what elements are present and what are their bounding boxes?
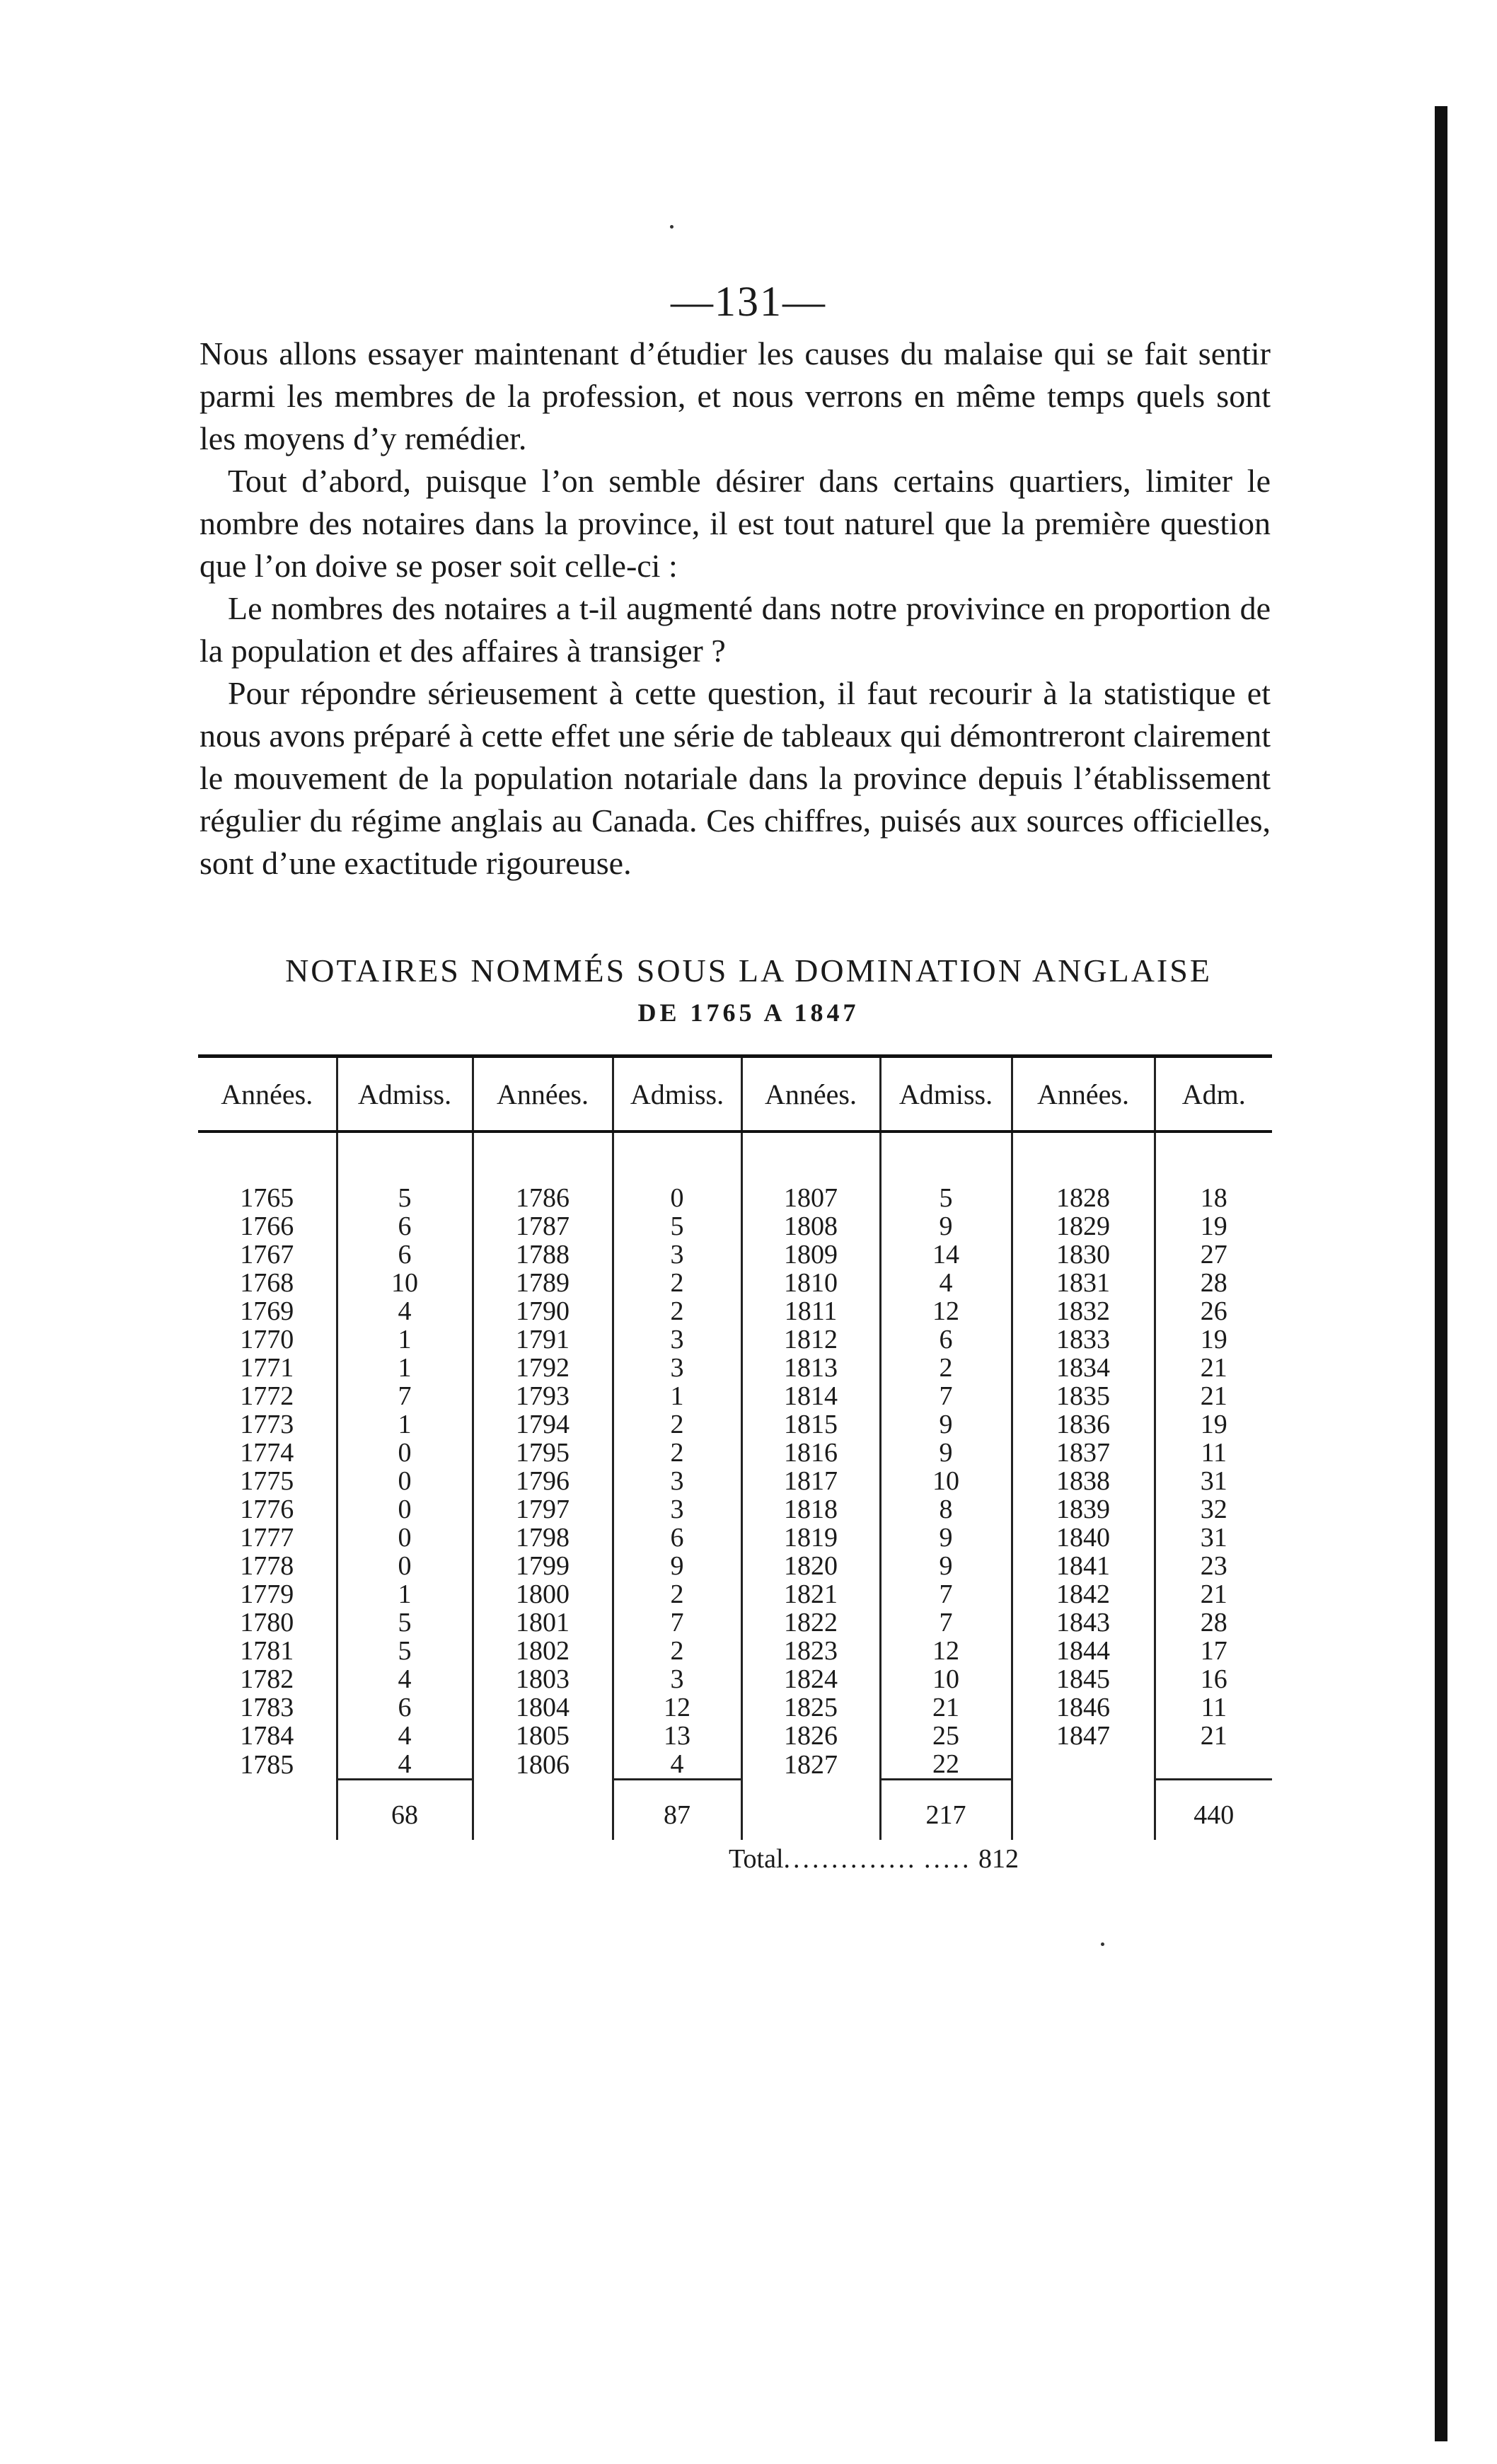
admission-count-cell xyxy=(1155,1750,1272,1780)
admission-count-cell: 3 xyxy=(613,1495,741,1524)
year-cell: 1784 xyxy=(240,1721,294,1751)
admission-count-cell: 16 xyxy=(1155,1665,1272,1693)
year-cell: 1794 xyxy=(473,1410,613,1439)
year-cell: 1804 xyxy=(473,1693,613,1722)
year-cell: 1807 xyxy=(741,1184,880,1212)
admission-count-cell: 5 xyxy=(613,1212,741,1240)
admission-count-cell: 6 xyxy=(337,1240,473,1269)
year-cell: 1830 xyxy=(1012,1240,1155,1269)
year-cell: 1819 xyxy=(741,1524,880,1552)
year-cell: 1821 xyxy=(741,1580,880,1608)
admission-count-cell: 32 xyxy=(1155,1495,1272,1524)
year-cell: 1840 xyxy=(1012,1524,1155,1552)
admission-count-cell: 2 xyxy=(613,1580,741,1608)
admission-count-cell: 21 xyxy=(880,1693,1012,1722)
year-cell: 1808 xyxy=(741,1212,880,1240)
year-cell: 1781 xyxy=(240,1636,294,1666)
year-cell: 1831 xyxy=(1012,1269,1155,1297)
year-cell: 1765 xyxy=(240,1183,294,1213)
admission-count-cell: 3 xyxy=(613,1240,741,1269)
body-text xyxy=(200,333,1271,885)
grand-total-leader: .............. xyxy=(783,1844,918,1874)
year-cell: 1795 xyxy=(473,1439,613,1467)
column-total: 68 xyxy=(337,1780,473,1841)
admission-count-cell: 0 xyxy=(337,1439,473,1467)
table-row xyxy=(198,1382,1272,1410)
year-cell: 1816 xyxy=(741,1439,880,1467)
grand-total-label: Total xyxy=(729,1844,784,1874)
year-cell: 1841 xyxy=(1012,1552,1155,1580)
admission-count-cell: 10 xyxy=(880,1665,1012,1693)
year-cell: 1838 xyxy=(1012,1467,1155,1495)
year-cell: 1817 xyxy=(741,1467,880,1495)
admission-count-cell: 5 xyxy=(880,1184,1012,1212)
year-cell: 1791 xyxy=(473,1325,613,1354)
admission-count-cell: 21 xyxy=(1155,1354,1272,1382)
table-row xyxy=(198,1354,1272,1382)
admission-count-cell: 13 xyxy=(613,1722,741,1750)
year-cell: 1834 xyxy=(1012,1354,1155,1382)
year-cell: 1803 xyxy=(473,1665,613,1693)
year-cell: 1776 xyxy=(240,1495,294,1524)
column-header: Admiss. xyxy=(337,1057,473,1132)
column-header: Années. xyxy=(473,1057,613,1132)
admission-count-cell: 4 xyxy=(880,1269,1012,1297)
admission-count-cell: 0 xyxy=(337,1524,473,1552)
year-cell: 1801 xyxy=(473,1608,613,1637)
year-cell: 1778 xyxy=(240,1551,294,1581)
admission-count-cell: 9 xyxy=(880,1439,1012,1467)
scan-binding-edge xyxy=(1435,106,1447,2441)
admission-count-cell: 31 xyxy=(1155,1524,1272,1552)
year-cell: 1837 xyxy=(1012,1439,1155,1467)
year-cell: 1802 xyxy=(473,1637,613,1665)
admission-count-cell: 2 xyxy=(613,1269,741,1297)
admission-count-cell: 0 xyxy=(337,1552,473,1580)
year-cell: 1785 xyxy=(240,1749,294,1780)
admission-count-cell: 12 xyxy=(613,1693,741,1722)
admission-count-cell: 1 xyxy=(337,1325,473,1354)
admission-count-cell: 9 xyxy=(880,1552,1012,1580)
year-cell: 1767 xyxy=(240,1240,294,1270)
grand-total-value: 812 xyxy=(978,1844,1019,1874)
column-header: Années. xyxy=(198,1057,337,1132)
table-row xyxy=(198,1297,1272,1325)
page-number: —131— xyxy=(671,278,826,325)
admission-count-cell: 5 xyxy=(337,1637,473,1665)
admission-count-cell: 19 xyxy=(1155,1212,1272,1240)
admission-count-cell: 4 xyxy=(337,1665,473,1693)
admission-count-cell: 4 xyxy=(337,1750,473,1780)
year-cell: 1829 xyxy=(1012,1212,1155,1240)
year-cell: 1792 xyxy=(473,1354,613,1382)
year-cell: 1775 xyxy=(240,1466,294,1496)
admission-count-cell: 8 xyxy=(880,1495,1012,1524)
table-row xyxy=(198,1184,1272,1212)
column-header: Années. xyxy=(741,1057,880,1132)
year-cell: 1777 xyxy=(240,1523,294,1553)
admission-count-cell: 0 xyxy=(337,1467,473,1495)
admission-count-cell: 19 xyxy=(1155,1325,1272,1354)
admission-count-cell: 7 xyxy=(880,1608,1012,1637)
admission-count-cell: 7 xyxy=(880,1382,1012,1410)
year-cell: 1774 xyxy=(240,1438,294,1468)
table-row xyxy=(198,1240,1272,1269)
year-cell: 1847 xyxy=(1012,1722,1155,1750)
admission-count-cell: 5 xyxy=(337,1608,473,1637)
admission-count-cell: 1 xyxy=(337,1354,473,1382)
admission-count-cell: 2 xyxy=(880,1354,1012,1382)
table-row xyxy=(198,1608,1272,1637)
admission-count-cell: 18 xyxy=(1155,1184,1272,1212)
notaires-table xyxy=(198,1054,1272,1840)
year-cell: 1839 xyxy=(1012,1495,1155,1524)
year-cell: 1818 xyxy=(741,1495,880,1524)
table-row xyxy=(198,1637,1272,1665)
admission-count-cell: 1 xyxy=(337,1580,473,1608)
year-cell: 1805 xyxy=(473,1722,613,1750)
admission-count-cell: 12 xyxy=(880,1297,1012,1325)
table-totals-row xyxy=(198,1780,1272,1841)
year-cell: 1813 xyxy=(741,1354,880,1382)
column-total: 217 xyxy=(880,1780,1012,1841)
admission-count-cell: 7 xyxy=(337,1382,473,1410)
year-cell: 1770 xyxy=(240,1325,294,1354)
admission-count-cell: 3 xyxy=(613,1354,741,1382)
year-cell: 1768 xyxy=(240,1268,294,1298)
year-cell: 1843 xyxy=(1012,1608,1155,1637)
admission-count-cell: 25 xyxy=(880,1722,1012,1750)
admission-count-cell: 6 xyxy=(880,1325,1012,1354)
admission-count-cell: 28 xyxy=(1155,1269,1272,1297)
column-header: Adm. xyxy=(1155,1057,1272,1132)
admission-count-cell: 21 xyxy=(1155,1722,1272,1750)
year-cell: 1796 xyxy=(473,1467,613,1495)
scan-speck xyxy=(670,225,674,229)
admission-count-cell: 4 xyxy=(337,1722,473,1750)
grand-total xyxy=(729,1843,1019,1875)
year-cell: 1828 xyxy=(1012,1184,1155,1212)
admission-count-cell: 22 xyxy=(880,1750,1012,1780)
column-total: 440 xyxy=(1155,1780,1272,1841)
admission-count-cell: 9 xyxy=(880,1524,1012,1552)
admission-count-cell: 1 xyxy=(613,1382,741,1410)
table-subtitle: DE 1765 A 1847 xyxy=(637,998,860,1027)
table-row xyxy=(198,1212,1272,1240)
year-cell: 1772 xyxy=(240,1381,294,1411)
admission-count-cell: 27 xyxy=(1155,1240,1272,1269)
year-cell: 1790 xyxy=(473,1297,613,1325)
admission-count-cell: 2 xyxy=(613,1439,741,1467)
admission-count-cell: 5 xyxy=(337,1184,473,1212)
admission-count-cell: 10 xyxy=(880,1467,1012,1495)
admission-count-cell: 11 xyxy=(1155,1439,1272,1467)
year-cell: 1820 xyxy=(741,1552,880,1580)
year-cell: 1766 xyxy=(240,1211,294,1241)
year-cell: 1824 xyxy=(741,1665,880,1693)
column-header: Années. xyxy=(1012,1057,1155,1132)
table-row xyxy=(198,1722,1272,1750)
year-cell: 1786 xyxy=(473,1184,613,1212)
year-cell: 1780 xyxy=(240,1608,294,1637)
admission-count-cell: 0 xyxy=(613,1184,741,1212)
year-cell: 1812 xyxy=(741,1325,880,1354)
year-cell: 1779 xyxy=(240,1579,294,1609)
year-cell: 1788 xyxy=(473,1240,613,1269)
year-cell: 1799 xyxy=(473,1552,613,1580)
grand-total-leader: ..... xyxy=(924,1844,972,1874)
column-total: 87 xyxy=(613,1780,741,1841)
admission-count-cell: 6 xyxy=(337,1212,473,1240)
admission-count-cell: 10 xyxy=(337,1269,473,1297)
table-title: NOTAIRES NOMMÉS SOUS LA DOMINATION ANGLAISE xyxy=(285,952,1212,989)
year-cell: 1842 xyxy=(1012,1580,1155,1608)
year-cell: 1810 xyxy=(741,1269,880,1297)
column-header: Admiss. xyxy=(880,1057,1012,1132)
admission-count-cell: 4 xyxy=(613,1750,741,1780)
year-cell xyxy=(1012,1750,1155,1780)
year-cell: 1823 xyxy=(741,1637,880,1665)
year-cell: 1832 xyxy=(1012,1297,1155,1325)
paragraph: Tout d’abord, puisque l’on semble désirer dans certains quartiers, limiter le nombre des notaires dans la province, il est tout naturel que la première question que l’on doive se poser soit celle-ci : xyxy=(200,463,1271,584)
year-cell: 1769 xyxy=(240,1296,294,1326)
year-cell: 1806 xyxy=(473,1750,613,1780)
admission-count-cell: 2 xyxy=(613,1410,741,1439)
table-row xyxy=(198,1439,1272,1467)
table-row xyxy=(198,1750,1272,1780)
table-row xyxy=(198,1467,1272,1495)
admission-count-cell: 31 xyxy=(1155,1467,1272,1495)
admission-count-cell: 2 xyxy=(613,1637,741,1665)
admission-count-cell: 21 xyxy=(1155,1580,1272,1608)
admission-count-cell: 9 xyxy=(880,1410,1012,1439)
year-cell: 1789 xyxy=(473,1269,613,1297)
year-cell: 1846 xyxy=(1012,1693,1155,1722)
year-cell: 1822 xyxy=(741,1608,880,1637)
table-row xyxy=(198,1524,1272,1552)
year-cell: 1815 xyxy=(741,1410,880,1439)
paragraph: Nous allons essayer maintenant d’étudier les causes du malaise qui se fait sentir parmi les membres de la profession, et nous verrons en même temps quels sont les moyens d’y remédier. xyxy=(200,335,1271,456)
year-cell: 1836 xyxy=(1012,1410,1155,1439)
table-row xyxy=(198,1693,1272,1722)
admission-count-cell: 28 xyxy=(1155,1608,1272,1637)
year-cell: 1809 xyxy=(741,1240,880,1269)
admission-count-cell: 26 xyxy=(1155,1297,1272,1325)
admission-count-cell: 9 xyxy=(613,1552,741,1580)
admission-count-cell: 17 xyxy=(1155,1637,1272,1665)
table-header-row xyxy=(198,1057,1272,1132)
table-row xyxy=(198,1269,1272,1297)
table-row xyxy=(198,1325,1272,1354)
admission-count-cell: 0 xyxy=(337,1495,473,1524)
table-row xyxy=(198,1665,1272,1693)
admission-count-cell: 7 xyxy=(613,1608,741,1637)
year-cell: 1782 xyxy=(240,1664,294,1694)
year-cell: 1800 xyxy=(473,1580,613,1608)
paragraph: Le nombres des notaires a t-il augmenté dans notre provivince en proportion de la population et des affaires à transiger ? xyxy=(200,590,1271,669)
table-row xyxy=(198,1495,1272,1524)
admission-count-cell: 3 xyxy=(613,1467,741,1495)
year-cell: 1783 xyxy=(240,1693,294,1722)
year-cell: 1814 xyxy=(741,1382,880,1410)
admission-count-cell: 9 xyxy=(880,1212,1012,1240)
year-cell: 1798 xyxy=(473,1524,613,1552)
admission-count-cell: 12 xyxy=(880,1637,1012,1665)
year-cell: 1833 xyxy=(1012,1325,1155,1354)
scan-speck xyxy=(1101,1942,1104,1946)
admission-count-cell: 3 xyxy=(613,1665,741,1693)
admission-count-cell: 23 xyxy=(1155,1552,1272,1580)
admission-count-cell: 4 xyxy=(337,1297,473,1325)
table-spacer-row xyxy=(198,1132,1272,1184)
year-cell: 1771 xyxy=(240,1353,294,1383)
admission-count-cell: 11 xyxy=(1155,1693,1272,1722)
admission-count-cell: 1 xyxy=(337,1410,473,1439)
year-cell: 1835 xyxy=(1012,1382,1155,1410)
admission-count-cell: 6 xyxy=(613,1524,741,1552)
year-cell: 1797 xyxy=(473,1495,613,1524)
admission-count-cell: 6 xyxy=(337,1693,473,1722)
year-cell: 1793 xyxy=(473,1382,613,1410)
year-cell: 1845 xyxy=(1012,1665,1155,1693)
table-row xyxy=(198,1552,1272,1580)
paragraph: Pour répondre sérieusement à cette question, il faut recourir à la statistique et nous avons préparé à cette effet une série de tableaux qui démontreront clairement le mouvement de la population notariale dans la province depuis l’établissement régulier du régime anglais au Canada. Ces chiffres, puisés aux sources officielles, sont d’une exactitude rigoureuse. xyxy=(200,675,1271,881)
year-cell: 1827 xyxy=(741,1750,880,1780)
year-cell: 1844 xyxy=(1012,1637,1155,1665)
admission-count-cell: 14 xyxy=(880,1240,1012,1269)
table-row xyxy=(198,1410,1272,1439)
admission-count-cell: 7 xyxy=(880,1580,1012,1608)
table-row xyxy=(198,1580,1272,1608)
year-cell: 1773 xyxy=(240,1410,294,1439)
admission-count-cell: 19 xyxy=(1155,1410,1272,1439)
admission-count-cell: 21 xyxy=(1155,1382,1272,1410)
year-cell: 1811 xyxy=(741,1297,880,1325)
year-cell: 1787 xyxy=(473,1212,613,1240)
year-cell: 1825 xyxy=(741,1693,880,1722)
admission-count-cell: 2 xyxy=(613,1297,741,1325)
year-cell: 1826 xyxy=(741,1722,880,1750)
admission-count-cell: 3 xyxy=(613,1325,741,1354)
column-header: Admiss. xyxy=(613,1057,741,1132)
